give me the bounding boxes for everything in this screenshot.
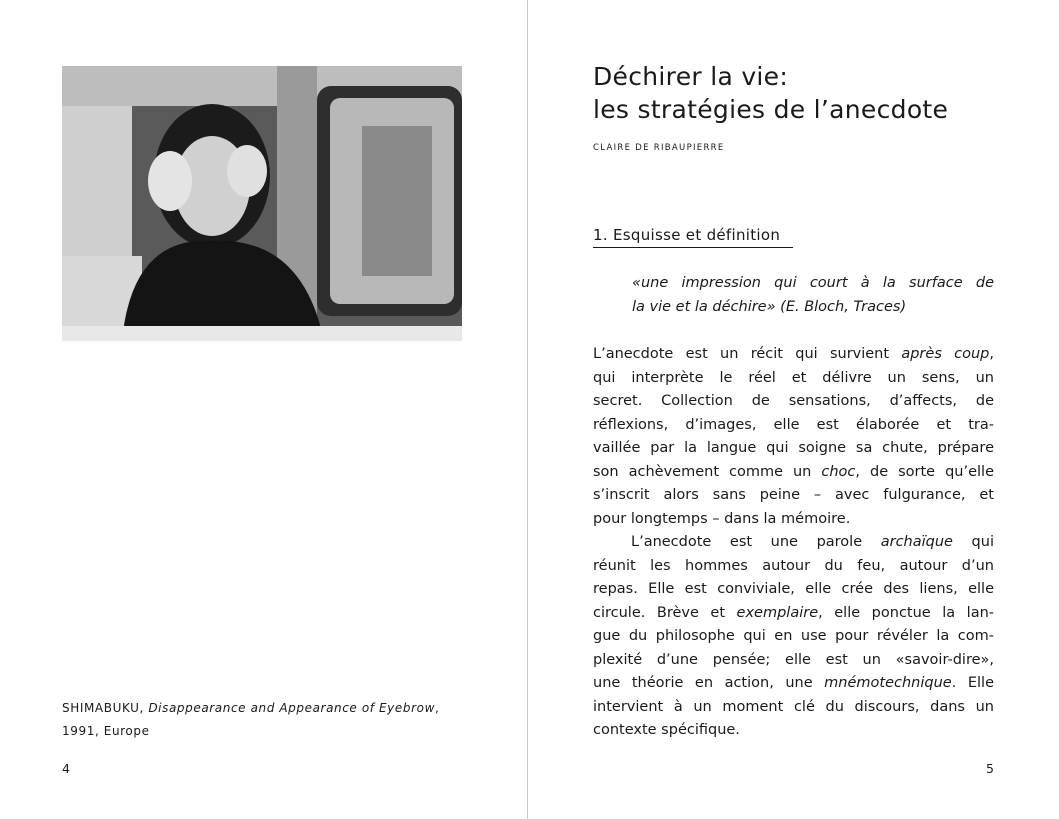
text-segment: intervient à un moment clé du discours, dans un bbox=[593, 698, 994, 715]
text-line bbox=[632, 272, 994, 296]
text-line bbox=[593, 343, 994, 367]
page-number-left: 4 bbox=[62, 761, 70, 776]
text-segment: circule. Brève et bbox=[593, 604, 737, 621]
text-line bbox=[593, 625, 994, 649]
text-segment: qui bbox=[952, 534, 994, 550]
text-line bbox=[593, 555, 994, 579]
text-line bbox=[593, 461, 994, 485]
text-segment: , bbox=[989, 346, 994, 362]
text-segment: . Elle bbox=[951, 675, 994, 691]
text-line bbox=[593, 696, 994, 720]
text-segment: s’inscrit alors sans peine – avec fulgurance, et bbox=[593, 487, 994, 503]
text-segment: secret. Collection de sensations, d’affects, de bbox=[593, 393, 994, 409]
caption-punct: , bbox=[434, 701, 440, 715]
text-segment: la vie et la déchire» (E. Bloch, Traces) bbox=[632, 298, 907, 315]
emphasis-text: mnémotechnique bbox=[824, 675, 952, 691]
figure-caption bbox=[62, 697, 439, 743]
emphasis-text: archaïque bbox=[880, 534, 953, 550]
paragraph bbox=[593, 343, 994, 531]
title-line-1: Déchirer la vie: bbox=[593, 62, 789, 91]
text-line bbox=[593, 531, 994, 555]
paragraph bbox=[593, 531, 994, 743]
text-segment: pour longtemps – dans la mémoire. bbox=[593, 510, 851, 527]
text-line bbox=[593, 719, 994, 743]
epigraph bbox=[632, 272, 994, 319]
author-name: CLAIRE DE RIBAUPIERRE bbox=[593, 143, 725, 153]
emphasis-text: après coup bbox=[901, 346, 990, 362]
text-segment: une théorie en action, une bbox=[593, 675, 825, 691]
text-line bbox=[632, 296, 994, 320]
caption-date-place: 1991, Europe bbox=[62, 724, 150, 738]
chapter-title bbox=[593, 60, 948, 126]
page-gutter bbox=[527, 0, 528, 819]
caption-work-title: Disappearance and Appearance of Eyebrow bbox=[148, 701, 435, 715]
text-segment: L’anecdote est un récit qui survient bbox=[593, 346, 902, 362]
text-line bbox=[593, 602, 994, 626]
caption-artist: SHIMABUKU, bbox=[62, 701, 144, 715]
body-text bbox=[593, 343, 994, 743]
text-line bbox=[593, 649, 994, 673]
text-line bbox=[593, 484, 994, 508]
text-line bbox=[593, 367, 994, 391]
text-segment: qui interprète le réel et délivre un sens, un bbox=[593, 369, 994, 386]
page-number-right: 5 bbox=[986, 761, 994, 776]
text-line bbox=[593, 672, 994, 696]
text-line bbox=[593, 414, 994, 438]
text-segment: , elle ponctue la lan- bbox=[818, 604, 994, 621]
text-segment: réflexions, d’images, elle est élaborée et tra- bbox=[593, 416, 994, 433]
text-line bbox=[593, 437, 994, 461]
text-segment: gue du philosophe qui en use pour révéler la com- bbox=[593, 628, 994, 644]
text-segment: contexte spécifique. bbox=[593, 722, 740, 738]
section-heading: 1. Esquisse et définition bbox=[593, 226, 793, 248]
text-segment: son achèvement comme un bbox=[593, 463, 822, 480]
emphasis-text: choc bbox=[821, 463, 856, 480]
photograph bbox=[62, 66, 462, 341]
text-segment: vaillée par la langue qui soigne sa chute, prépare bbox=[593, 440, 994, 456]
text-segment: L’anecdote est une parole bbox=[631, 534, 881, 550]
text-segment: «une impression qui court à la surface de bbox=[632, 275, 994, 291]
text-segment: repas. Elle est conviviale, elle crée des liens, elle bbox=[593, 581, 994, 597]
text-line bbox=[593, 508, 994, 532]
text-segment: plexité d’une pensée; elle est un «savoir-dire», bbox=[593, 651, 994, 668]
emphasis-text: exemplaire bbox=[736, 604, 819, 621]
title-line-2: les stratégies de l’anecdote bbox=[593, 95, 949, 124]
text-line bbox=[593, 390, 994, 414]
text-segment: , de sorte qu’elle bbox=[855, 463, 994, 480]
text-segment: réunit les hommes autour du feu, autour d’un bbox=[593, 557, 994, 574]
text-line bbox=[593, 578, 994, 602]
photo-image bbox=[62, 66, 462, 341]
